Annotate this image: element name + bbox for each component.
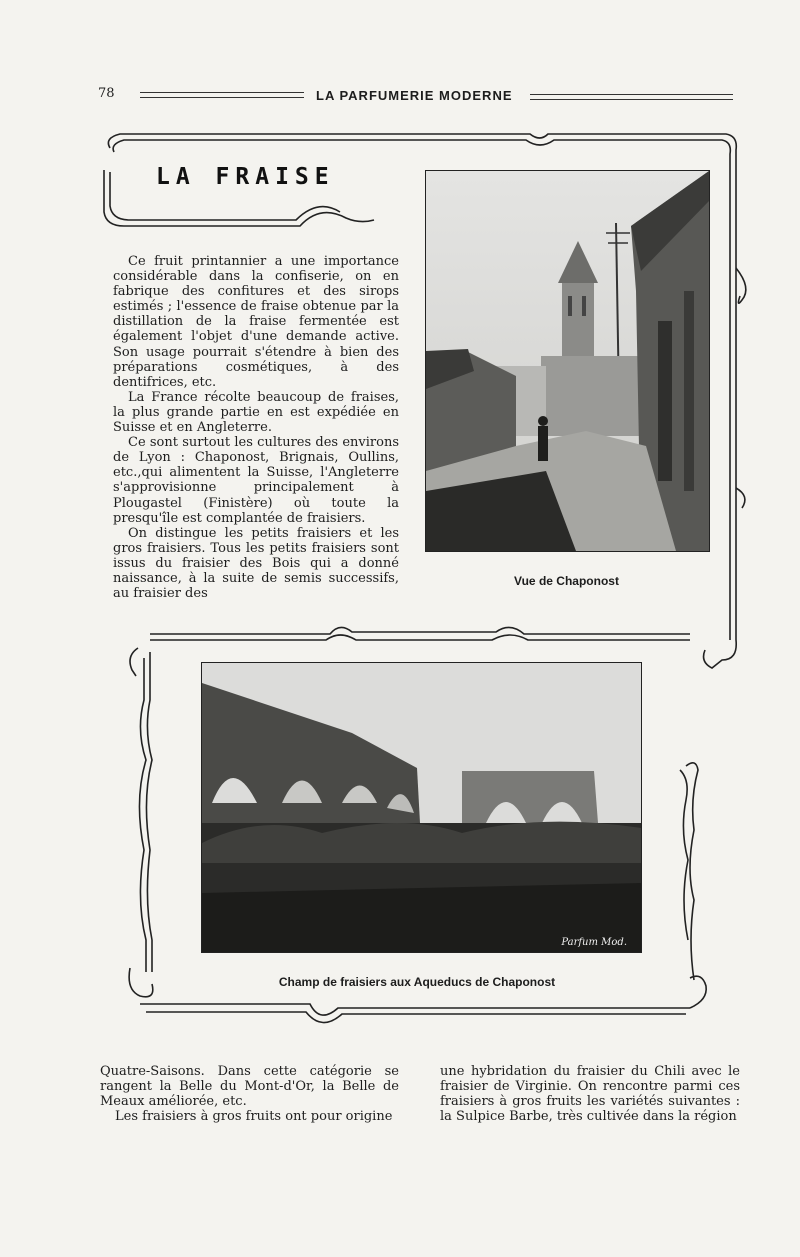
journal-title: LA PARFUMERIE MODERNE: [316, 88, 513, 103]
article-column-bottom-left: [100, 1064, 399, 1124]
figure-caption-top: Vue de Chaponost: [514, 574, 619, 588]
paragraph: Quatre-Saisons. Dans cette catégorie se rangent la Belle du Mont-d'Or, la Belle de Meaux améliorée, etc.: [100, 1064, 399, 1110]
header-rule-right: [530, 94, 733, 100]
figure-caption-bottom: Champ de fraisiers aux Aqueducs de Chaponost: [278, 975, 556, 989]
paragraph: On distingue les petits fraisiers et les gros fraisiers. Tous les petits fraisiers sont issus du fraisier des Bois qui a donné naissance, à la suite de semis successifs, au fraisier des: [113, 525, 399, 602]
page-number: 78: [98, 86, 115, 101]
paragraph: Ce sont surtout les cultures des environs de Lyon : Chaponost, Brignais, Oullins, etc.,qui alimentent la Suisse, l'Angleterre s'approvisionne principalement à Plougastel (Finistère) où toute la presqu'île est complantée de fraisiers.: [113, 435, 399, 526]
photo-aqueducts: [201, 662, 642, 953]
photo-chaponost-street: [425, 170, 710, 552]
article-title: LA FRAISE: [156, 164, 335, 190]
paragraph: une hybridation du fraisier du Chili avec le fraisier de Virginie. On rencontre parmi ces fraisiers à gros fruits les variétés suivantes : la Sulpice Barbe, très cultivée dans la région: [440, 1064, 740, 1125]
paragraph: Ce fruit printannier a une importance considérable dans la confiserie, on en fabrique des confitures et des sirops estimés ; l'essence de fraise obtenue par la distillation de la fraise fermentée est également l'objet d'une demande active. Son usage pourrait s'étendre à bien des préparations cosmétiques, à des dentifrices, etc.: [113, 254, 399, 390]
paragraph: Les fraisiers à gros fruits ont pour origine: [115, 1109, 393, 1125]
photo-signature: Parfum Mod.: [561, 937, 627, 948]
article-column-bottom-right: [440, 1064, 740, 1124]
article-column-top: [113, 254, 399, 601]
paragraph: La France récolte beaucoup de fraises, la plus grande partie en est expédiée en Suisse et en Angleterre.: [113, 389, 399, 436]
header-rule-left: [140, 92, 304, 98]
